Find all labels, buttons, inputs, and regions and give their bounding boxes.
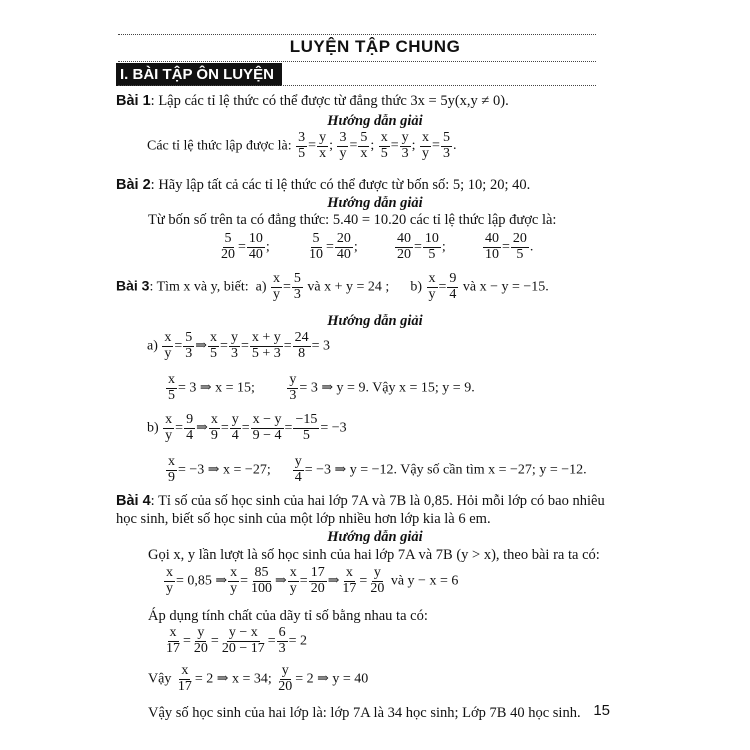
solution-3a-line1: a) $\frac{x}{y}$ = $\frac{5}{3}$ ⇒ $\frac{x}{5}$ = $\frac{y}{3}$ = $\frac{x + y}{5 + 3}$ = $\frac{24}{8}$ = 3 (147, 330, 331, 361)
page-title: LUYỆN TẬP CHUNG (289, 37, 461, 56)
title-divider (118, 61, 596, 62)
exercise-1: Bài 1: Lập các tỉ lệ thức có thể được từ đẳng thức 3x = 5y(x,y ≠ 0). (116, 93, 509, 109)
page-number: 15 (593, 702, 610, 719)
fraction: $\frac{y}{3}$ (401, 130, 409, 161)
solution-heading-4: Hướng dẫn giải (327, 529, 423, 545)
solution-4-line2: $\frac{x}{y}$ = 0,85 ⇒ $\frac{x}{y}$ = $\frac{85}{100}$ ⇒ $\frac{x}{y}$ = $\frac{17}{20}$ ⇒ $\frac{x}{17}$ = $\frac{y}{20}$ và y − x = 6 (166, 565, 459, 596)
fraction: $\frac{x}{5}$ (380, 130, 388, 161)
solution-heading-1: Hướng dẫn giải (327, 113, 423, 129)
solution-heading-2: Hướng dẫn giải (327, 195, 423, 211)
exercise-3: Bài 3: Tìm x và y, biết: a) $\frac{x}{y}$ = $\frac{5}{3}$ và x + y = 24 ; b) $\frac{x}{y}$ = $\frac{9}{4}$ và x − y = −15. (116, 271, 549, 302)
section-divider (118, 85, 596, 86)
solution-4-line4: $\frac{x}{17}$ = $\frac{y}{20}$ = $\frac{y - x}{20 - 17}$ = $\frac{6}{3}$ = 2 (166, 625, 308, 656)
exercise-4-line1: Bài 4: Tỉ số của số học sinh của hai lớp 7A và 7B là 0,85. Hỏi mỗi lớp có bao nhiêu (116, 493, 605, 509)
fraction: $\frac{10}{40}$ (248, 231, 263, 262)
fraction: $\frac{20}{40}$ (336, 231, 351, 262)
fraction: $\frac{3}{5}$ (298, 130, 306, 161)
fraction: $\frac{5}{10}$ (309, 231, 323, 262)
solution-1: Các tỉ lệ thức lập được là: $\frac{3}{5}$ = $\frac{y}{x}$ ; $\frac{3}{y}$ = $\frac{5}{x}$ ; $\frac{x}{5}$ = $\frac{y}{3}$ ; $\frac{x}{y}$ = $\frac{5}{3}$ . (147, 130, 457, 161)
fraction: $\frac{40}{10}$ (485, 231, 499, 262)
solution-heading-3: Hướng dẫn giải (327, 313, 423, 329)
solution-3b-line2: $\frac{x}{9}$ = −3 ⇒ x = −27; $\frac{y}{4}$ = −3 ⇒ y = −12. Vậy số cần tìm x = −27; y = −12. (168, 454, 587, 485)
fraction: $\frac{5}{3}$ (442, 130, 450, 161)
solution-3b-line1: b) $\frac{x}{y}$ = $\frac{9}{4}$ ⇒ $\frac{x}{9}$ = $\frac{y}{4}$ = $\frac{x - y}{9 - 4}$ = $\frac{-15}{5}$ = −3 (147, 412, 347, 443)
top-divider (118, 34, 596, 35)
fraction: $\frac{3}{y}$ (339, 130, 347, 161)
fraction: $\frac{5}{x}$ (360, 130, 368, 161)
fraction: $\frac{20}{5}$ (512, 231, 527, 262)
solution-2-text: Từ bốn số trên ta có đẳng thức: 5.40 = 10.20 các tỉ lệ thức lập được là: (148, 212, 557, 228)
solution-2-ratios: $\frac{5}{20}$ = $\frac{10}{40}$ ; $\frac{5}{10}$ = $\frac{20}{40}$ ; $\frac{40}{20}$ = $\frac{10}{5}$ ; $\frac{40}{10}$ = $\frac{20}{5}$ . (221, 231, 534, 262)
fraction: $\frac{y}{x}$ (319, 130, 327, 161)
fraction: $\frac{5}{20}$ (221, 231, 235, 262)
solution-4-conclusion: Vậy số học sinh của hai lớp là: lớp 7A là 34 học sinh; Lớp 7B 40 học sinh. (148, 705, 581, 721)
solution-4-line3: Áp dụng tính chất của dãy tỉ số bằng nhau ta có: (148, 608, 428, 624)
solution-4-line5: Vậy $\frac{x}{17}$ = 2 ⇒ x = 34; $\frac{y}{20}$ = 2 ⇒ y = 40 (148, 663, 369, 694)
fraction: $\frac{10}{5}$ (424, 231, 439, 262)
exercise-2: Bài 2: Hãy lập tất cả các tỉ lệ thức có thể được từ bốn số: 5; 10; 20; 40. (116, 177, 531, 193)
solution-3a-line2: $\frac{x}{5}$ = 3 ⇒ x = 15; $\frac{y}{3}$ = 3 ⇒ y = 9. Vậy x = 15; y = 9. (168, 372, 475, 403)
fraction: $\frac{40}{20}$ (397, 231, 411, 262)
section-heading: I. BÀI TẬP ÔN LUYỆN (116, 63, 282, 86)
solution-4-line1: Gọi x, y lần lượt là số học sinh của hai lớp 7A và 7B (y > x), theo bài ra ta có: (148, 547, 600, 563)
fraction: $\frac{x}{y}$ (422, 130, 430, 161)
exercise-4-line2: học sinh, biết số học sinh của một lớp nhiều hơn lớp kia là 6 em. (116, 511, 491, 527)
